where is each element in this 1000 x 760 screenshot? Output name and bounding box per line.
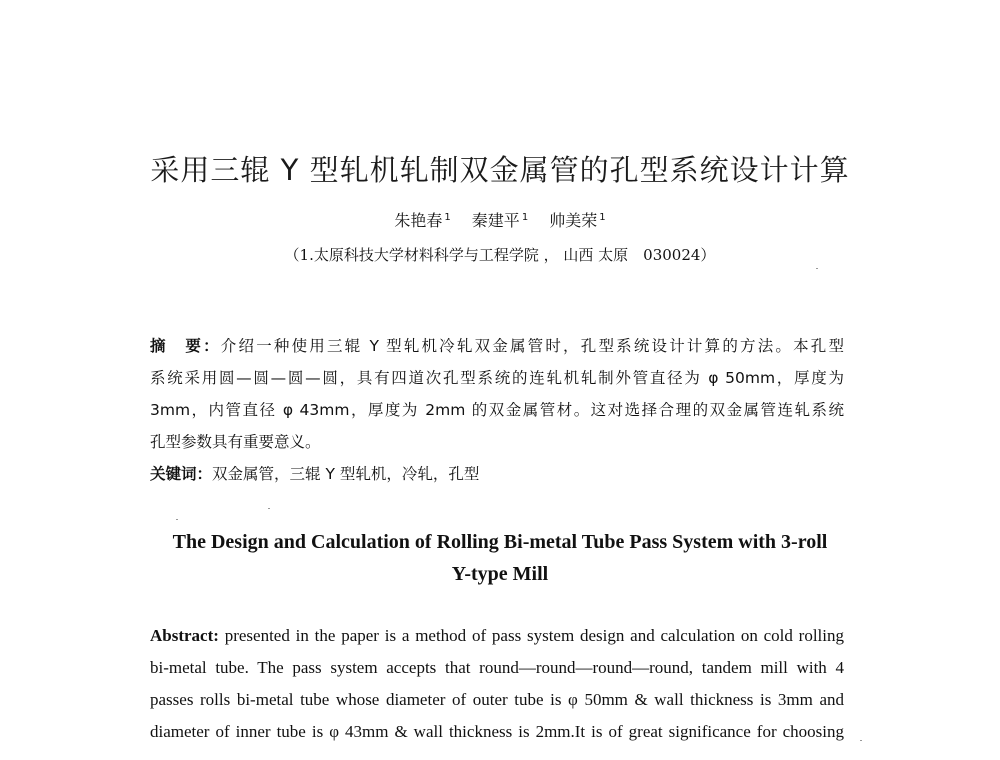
- english-title-line-1: The Design and Calculation of Rolling Bi-metal Tube Pass System with 3-roll: [172, 531, 828, 553]
- scan-speck: [816, 268, 818, 269]
- author-1: 朱艳春 $^1$: [394, 211, 451, 230]
- cn-abstract-line: 孔型参数具有重要意义。: [150, 433, 321, 451]
- english-abstract: [150, 620, 844, 748]
- author-3: 帅美荣 $^1$: [549, 211, 606, 230]
- en-abstract-line: bi-metal tube. The pass system accepts that round—round—round—round, tandem mill with 4: [150, 658, 844, 677]
- scan-speck: [176, 519, 178, 520]
- en-abstract-label: Abstract:: [150, 626, 219, 645]
- cn-abstract-label: 摘 要：: [150, 337, 221, 355]
- cn-abstract-line: 摘 要：介绍一种使用三辊 Y 型轧机冷轧双金属管时，孔型系统设计计算的方法。本孔型: [150, 337, 844, 355]
- en-abstract-line: passes rolls bi-metal tube whose diameter of outer tube is φ 50mm & wall thickness is 3mm and: [150, 690, 844, 709]
- cn-abstract-line: 3mm，内管直径 φ 43mm，厚度为 2mm 的双金属管材。这对选择合理的双金属管连轧系统: [150, 401, 844, 419]
- cn-keywords-label: 关键词：: [150, 465, 213, 483]
- author-2: 秦建平 $^1$: [471, 211, 529, 230]
- english-title-line-2: Y-type Mill: [451, 563, 549, 585]
- en-abstract-line: Abstract: presented in the paper is a method of pass system design and calculation on cold rolling: [150, 626, 845, 645]
- scan-speck: [860, 740, 862, 741]
- cn-abstract-line: 系统采用圆—圆—圆—圆，具有四道次孔型系统的连轧机轧制外管直径为 φ 50mm，厚度为: [150, 369, 844, 387]
- cn-keywords: 关键词：双金属管，三辊 Y 型轧机，冷轧，孔型: [150, 465, 480, 483]
- affiliation: （1.太原科技大学材料科学与工程学院 ， 山西 太原 030024）: [284, 246, 716, 264]
- scan-speck: [268, 508, 270, 509]
- author-list: [0, 208, 1000, 231]
- chinese-abstract: [150, 330, 844, 490]
- english-title: [0, 526, 1000, 590]
- chinese-title: 采用三辊 Y 型轧机轧制双金属管的孔型系统设计计算: [150, 153, 850, 187]
- en-abstract-line: diameter of inner tube is φ 43mm & wall thickness is 2mm.It is of great significance for choosing: [150, 722, 844, 741]
